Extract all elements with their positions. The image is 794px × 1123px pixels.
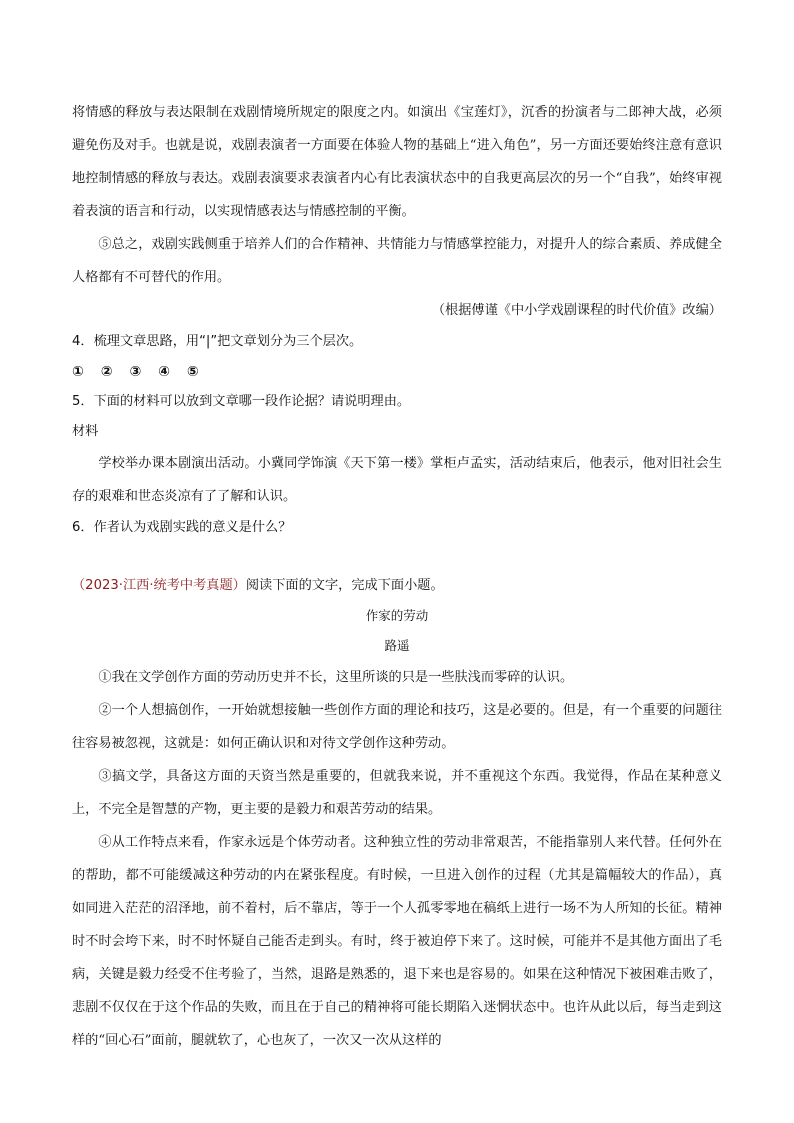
question-5: 5．下面的材料可以放到文章哪一段作论据？请说明理由。 — [72, 394, 411, 409]
passage2-paragraph-1: ①我在文学创作方面的劳动历史并不长，这里所谈的只是一些肤浅而零碎的认识。 — [98, 670, 574, 685]
passage2-instruction: 阅读下面的文字，完成下面小题。 — [245, 578, 444, 593]
passage1-paragraph-4-continued: 将情感的释放与表达限制在戏剧情境所规定的限度之内。如演出《宝莲灯》，沉香的扮演者与二郎神大战，必须避免伤及对手。也就是说，戏剧表演者一方面要在体验人物的基础上“进入角色”，另一方面还要始终注意有意识地控制情感的释放与表达。戏剧表演要求表演者内心有比表演状态中的自我更高层次的另一个“自我”，始终审视着表演的语言和行动，以实现情感表达与情感控制的平衡。 — [72, 105, 722, 219]
passage1-paragraph-5: ⑤总之，戏剧实践侧重于培养人们的合作精神、共情能力与情感掌控能力，对提升人的综合素质、养成健全人格都有不可替代的作用。 — [72, 237, 722, 285]
document-page — [72, 96, 722, 1057]
passage2-paragraph-2: ②一个人想搞创作，一开始就想接触一些创作方面的理论和技巧，这是必要的。但是，有一个重要的问题往往容易被忽视，这就是：如何正确认识和对待文学创作这种劳动。 — [72, 703, 722, 751]
passage2-paragraph-4: ④从工作特点来看，作家永远是个体劳动者。这种独立性的劳动非常艰苦，不能指靠别人来代替。任何外在的帮助，都不可能缓减这种劳动的内在紧张程度。有时候，一旦进入创作的过程（尤其是篇幅较大的作品），真如同进入茫茫的沼泽地，前不着村，后不靠店，等于一个人孤零零地在稿纸上进行一场不为人所知的长征。精神时不时会垮下来，时不时怀疑自己能否走到头。有时，终于被迫停下来了。这时候，可能并不是其他方面出了毛病，关键是毅力经受不住考验了，当然，退路是熟悉的，退下来也是容易的。如果在这种情况下被困难击败了，悲剧不仅仅在于这个作品的失败，而且在于自己的精神将可能长期陷入迷惘状态中。也许从此以后，每当走到这样的“回心石”面前，腿就软了，心也灰了，一次又一次从这样的 — [72, 835, 722, 1048]
exam-source-tag: （2023·江西·统考中考真题） — [72, 578, 246, 593]
source-citation: （根据傅谨《中小学戏剧课程的时代价值》改编） — [431, 303, 722, 318]
question-4: 4．梳理文章思路，用“|”把文章划分为三个层次。 — [72, 334, 363, 349]
passage2-author: 路遥 — [384, 638, 410, 653]
material-text: 学校举办课本剧演出活动。小冀同学饰演《天下第一楼》掌柜卢孟实，活动结束后，他表示，他对旧社会生存的艰难和世态炎凉有了了解和认识。 — [72, 456, 722, 504]
passage2-paragraph-3: ③搞文学，具备这方面的天资当然是重要的，但就我来说，并不重视这个东西。我觉得，作品在某种意义上，不完全是智慧的产物，更主要的是毅力和艰苦劳动的结果。 — [72, 769, 722, 817]
section-gap — [72, 543, 722, 571]
passage2-intro — [72, 571, 722, 601]
passage2-title: 作家的劳动 — [365, 608, 429, 623]
paragraph-number-marks: ① ② ③ ④ ⑤ — [72, 364, 205, 380]
material-label: 材料 — [72, 424, 99, 439]
question-6: 6．作者认为戏剧实践的意义是什么？ — [72, 520, 292, 535]
